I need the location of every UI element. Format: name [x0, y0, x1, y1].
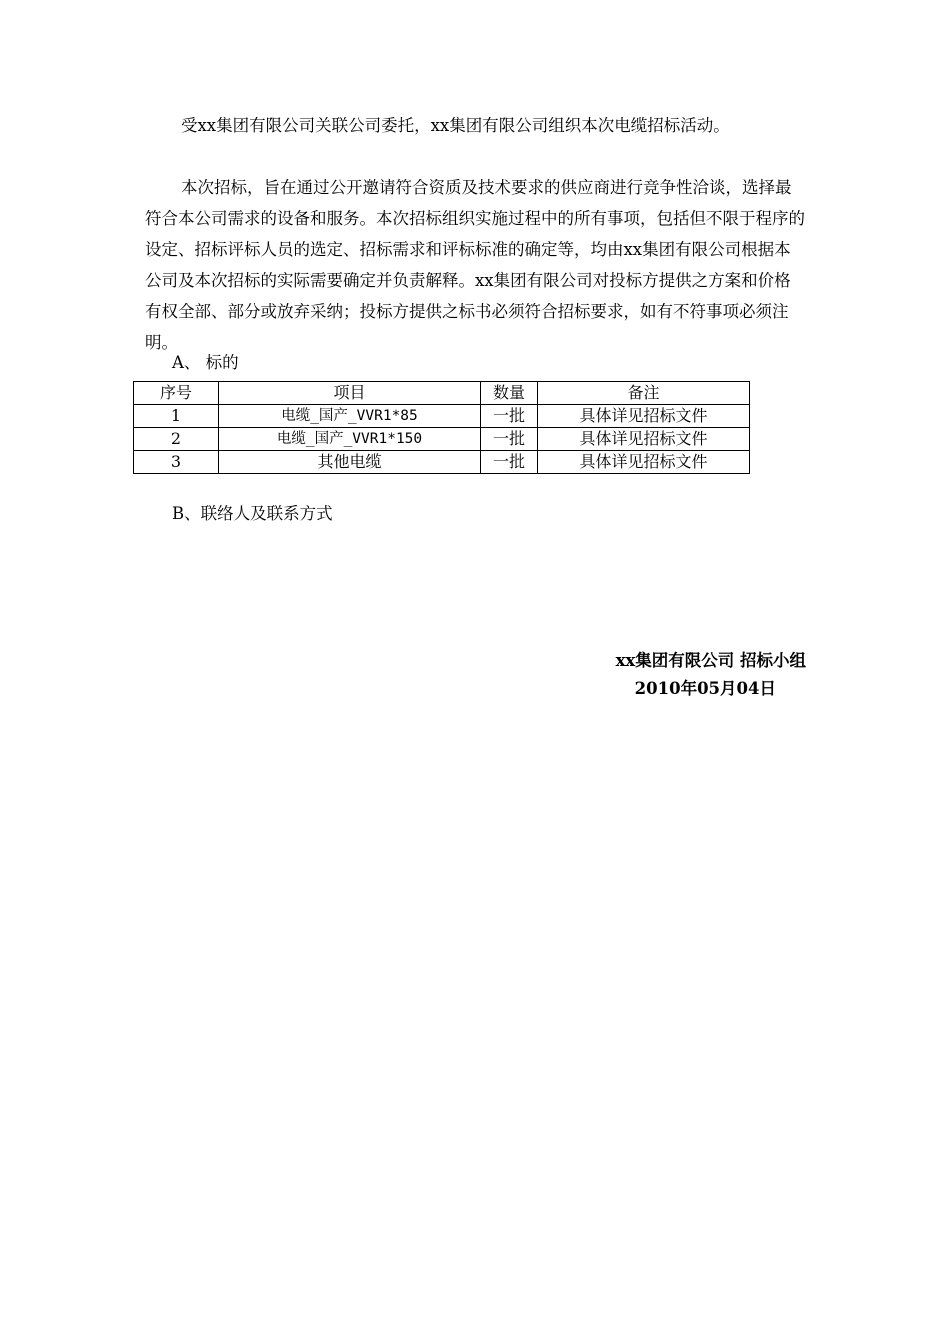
cell-item: 其他电缆	[219, 451, 481, 474]
header-quantity: 数量	[481, 382, 538, 405]
signer-date: 2010年05月04日	[634, 679, 776, 698]
cell-quantity: 一批	[481, 451, 538, 474]
section-a-heading: A、 标的	[172, 353, 239, 372]
header-index: 序号	[134, 382, 219, 405]
signer-organization: xx集团有限公司 招标小组	[615, 651, 806, 670]
cell-index: 2	[134, 428, 219, 451]
cell-quantity: 一批	[481, 428, 538, 451]
cell-remark: 具体详见招标文件	[538, 428, 750, 451]
cell-quantity: 一批	[481, 405, 538, 428]
cell-index: 3	[134, 451, 219, 474]
cell-item: 电缆_国产_VVR1*85	[219, 405, 481, 428]
table-header-row	[134, 382, 750, 405]
intro-paragraph: 受xx集团有限公司关联公司委托，xx集团有限公司组织本次电缆招标活动。	[181, 116, 730, 135]
header-item: 项目	[219, 382, 481, 405]
table-row	[134, 405, 750, 428]
table-row	[134, 428, 750, 451]
table-row	[134, 451, 750, 474]
section-b-heading: B、联络人及联系方式	[172, 504, 333, 523]
bid-items-table	[133, 381, 750, 474]
purpose-paragraph: 本次招标，旨在通过公开邀请符合资质及技术要求的供应商进行竞争性洽谈，选择最符合本公司需求的设备和服务。本次招标组织实施过程中的所有事项，包括但不限于程序的设定、招标评标人员的选定、招标需求和评标标准的确定等，均由xx集团有限公司根据本公司及本次招标的实际需要确定并负责解释。xx集团有限公司对投标方提供之方案和价格有权全部、部分或放弃采纳；投标方提供之标书必须符合招标要求，如有不符事项必须注明。	[145, 178, 805, 352]
cell-index: 1	[134, 405, 219, 428]
cell-item: 电缆_国产_VVR1*150	[219, 428, 481, 451]
cell-remark: 具体详见招标文件	[538, 405, 750, 428]
header-remark: 备注	[538, 382, 750, 405]
cell-remark: 具体详见招标文件	[538, 451, 750, 474]
